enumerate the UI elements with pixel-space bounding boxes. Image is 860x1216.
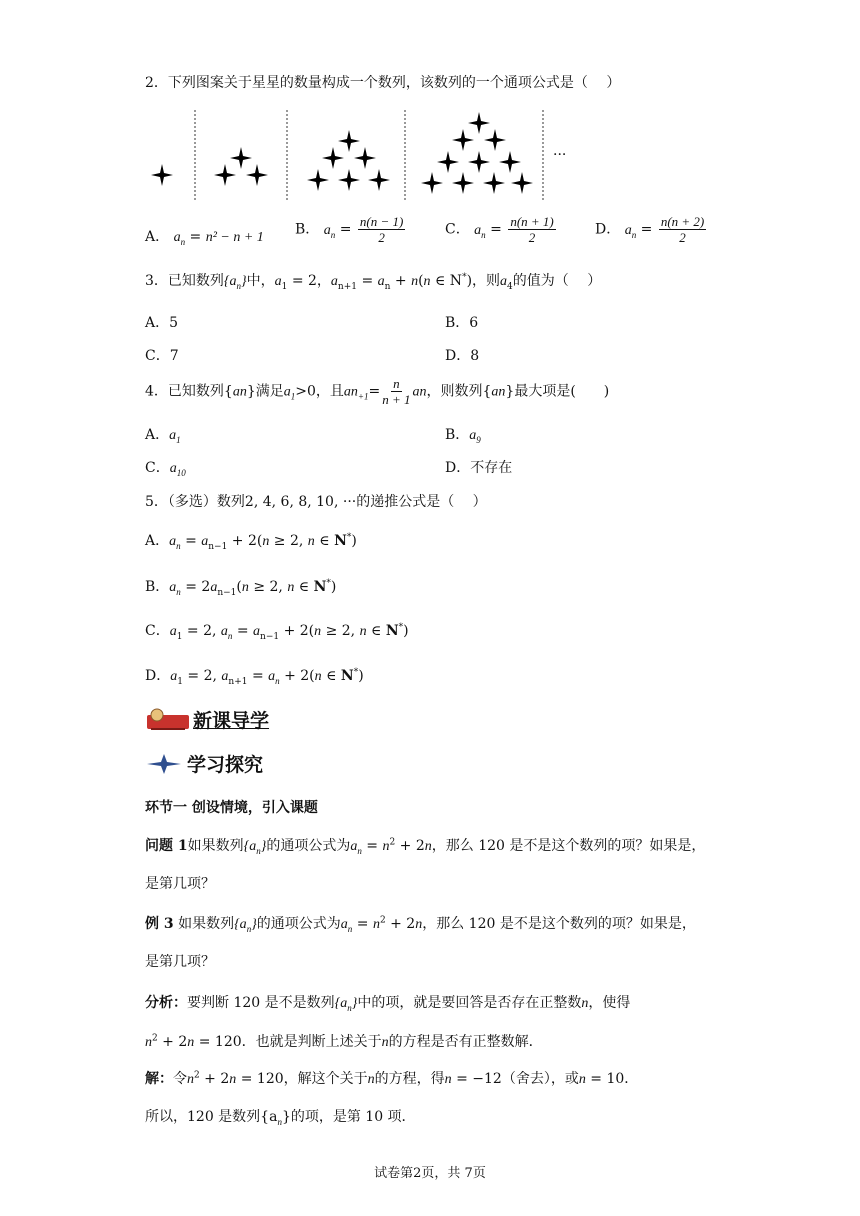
q2-option-a-expr: n² − n + 1	[205, 230, 264, 245]
q2-option-b: B． $a_n$ = $\frac{n(n - 1)}{2}$	[295, 214, 404, 245]
solution-conclusion: 所以，120 是数列$\{a_n\}$的项，是第 10 项．	[145, 1109, 416, 1127]
q4-option-b: B．$a_9$	[445, 427, 481, 445]
example-3-line1: 例 3 如果数列$\{a_n\}$的通项公式为$a_n = n^2 + 2n$，那么 120 是不是这个数列的项？如果是，	[145, 915, 696, 934]
star-icon	[511, 172, 533, 194]
star-icon	[338, 130, 360, 152]
q3-option-a: A．5	[145, 315, 179, 331]
sparkle-icon	[145, 752, 183, 776]
analysis-line2: $n^2 + 2n = 120$．也就是判断上述关于n的方程是否有正整数解．	[145, 1033, 543, 1050]
star-icon	[483, 172, 505, 194]
problem-1-line2: 是第几项？	[145, 876, 215, 892]
solution-line: 解：令$n^2 + 2n = 120$，解这个关于n的方程，得n = −12（舍去），或n = 10．	[145, 1070, 639, 1087]
new-lesson-title: 新课导学	[193, 710, 270, 732]
star-pattern-figure	[0, 0, 860, 210]
star-icon	[307, 169, 329, 191]
star-icon	[452, 129, 474, 151]
star-icon	[468, 112, 490, 134]
q5-option-c: C．$a_1 = 2$, $a_n = a_{n-1} + 2(n \ge 2$, n ∈ N*)	[145, 622, 409, 642]
star-icon	[151, 164, 173, 186]
link-one-heading: 环节一 创设情境，引入课题	[145, 800, 318, 816]
q4-option-d: D．不存在	[445, 460, 513, 476]
q4-option-a: A．$a_1$	[145, 427, 181, 445]
q5-option-d: D．$a_1 = 2$, $a_{n+1} = a_n + 2(n$ ∈ N*)	[145, 667, 364, 687]
q4-option-c: C．$a_{10}$	[145, 460, 186, 478]
page-footer: 试卷第2页，共 7页	[374, 1166, 486, 1181]
star-icon	[437, 151, 459, 173]
star-icon	[452, 172, 474, 194]
q2-ellipsis: ···	[553, 147, 567, 163]
star-icon	[368, 169, 390, 191]
analysis-line1: 分析：要判断 120 是不是数列$\{a_n\}$中的项，就是要回答是否存在正整数n，使得	[145, 995, 631, 1013]
q5-stem: 5．（多选）数列2, 4, 6, 8, 10, ···的递推公式是（ ）	[145, 494, 487, 510]
problem-1-line1: 问题 1如果数列$\{a_n\}$的通项公式为$a_n = n^2 + 2n$，那么 120 是不是这个数列的项？如果是，	[145, 837, 706, 856]
star-icon	[354, 147, 376, 169]
study-section-header	[145, 750, 263, 777]
new-lesson-banner	[145, 706, 269, 733]
q2-option-c: C． $a_n$ = $\frac{n(n + 1)}{2}$	[445, 214, 554, 245]
banner-logo-icon	[145, 707, 191, 733]
star-icon	[499, 151, 521, 173]
q3-stem: 3．已知数列$\{a_n\}$中，$a_1 = 2$，$a_{n+1} = a_n + n(n$ ∈ N*)，则$a_4$的值为（ ）	[145, 272, 602, 292]
q3-option-c: C．7	[145, 348, 179, 364]
study-section-title: 学习探究	[187, 754, 264, 776]
example-3-line2: 是第几项？	[145, 954, 215, 970]
star-icon	[421, 172, 443, 194]
star-icon	[246, 164, 268, 186]
q2-stem: 2．下列图案关于星星的数量构成一个数列，该数列的一个通项公式是（ ）	[145, 75, 621, 91]
star-icon	[214, 164, 236, 186]
q5-option-b: B．$a_n = 2a_{n-1}(n \ge 2$, n ∈ N*)	[145, 578, 337, 598]
star-icon	[484, 129, 506, 151]
q2-option-a: A． $a_n = n^2 - n + 1$	[145, 229, 264, 247]
star-icon	[468, 151, 490, 173]
star-icon	[230, 147, 252, 169]
q3-option-b: B．6	[445, 315, 479, 331]
q4-stem: 4．已知数列{an}满足$a_1>0$，且$an_{+1}=$ $\frac{n}{n + 1}$ an，则数列{an}最大项是( )	[145, 376, 610, 407]
star-icon	[322, 147, 344, 169]
q5-option-a: A．$a_n = a_{n-1} + 2(n \ge 2$, n ∈ N*)	[145, 532, 357, 552]
star-icon	[338, 169, 360, 191]
q2-option-d: D． $a_n$ = $\frac{n(n + 2)}{2}$	[595, 214, 705, 245]
q3-option-d: D．8	[445, 348, 480, 364]
